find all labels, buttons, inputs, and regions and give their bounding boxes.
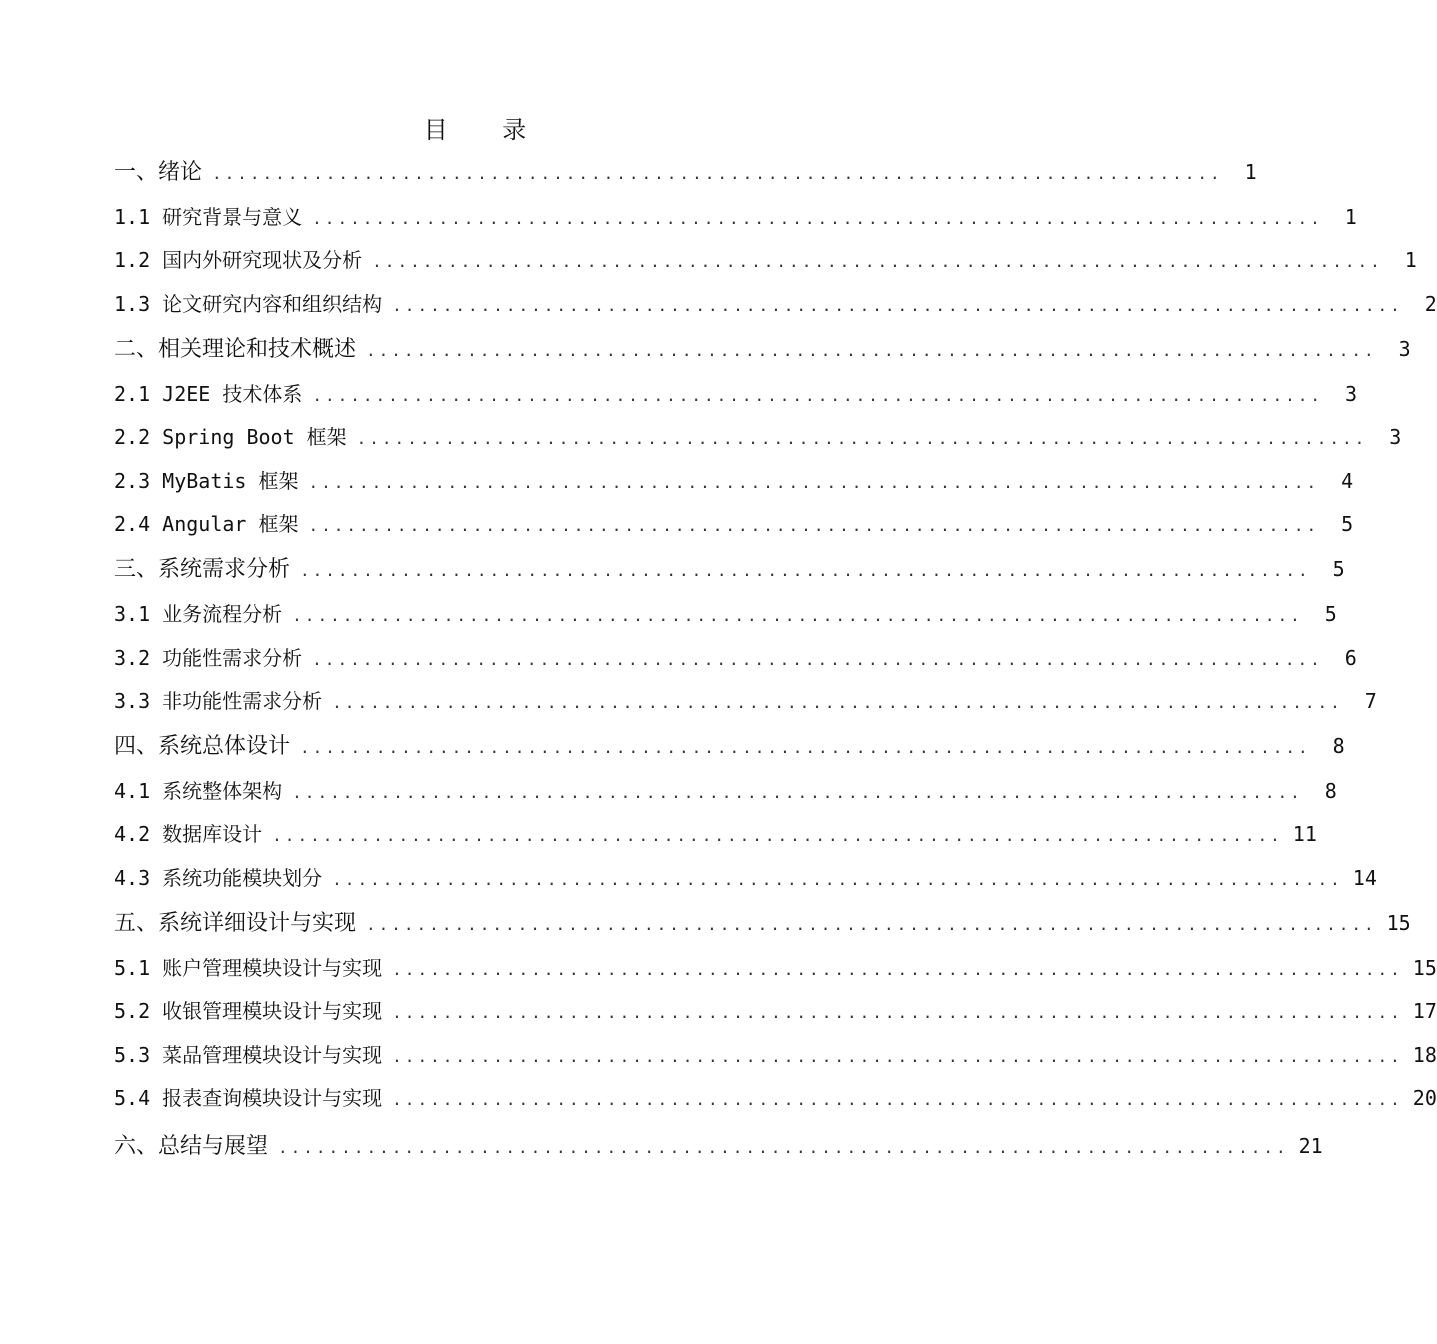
toc-entry-label: 4.1 系统整体架构 [114, 779, 283, 803]
toc-entry-label: 1.3 论文研究内容和组织结构 [114, 292, 383, 316]
toc-entry-page: 18 [1412, 1043, 1437, 1067]
toc-entry-page: 3 [1344, 382, 1357, 406]
toc-entry-label: 2.2 Spring Boot 框架 [114, 425, 347, 449]
toc-entry[interactable] [114, 327, 1411, 371]
toc-entry[interactable] [114, 1033, 1437, 1077]
toc-leader-dots: ................................................................................ [292, 606, 1303, 625]
toc-leader-dots: ................................................................................ [366, 341, 1377, 360]
toc-entry-page: 3 [1389, 425, 1402, 449]
toc-entry-page: 15 [1386, 911, 1411, 935]
toc-entry-label: 一、绪论 [114, 160, 203, 185]
toc-entry-page: 1 [1404, 248, 1417, 272]
toc-leader-dots: ................................................................................ [292, 783, 1303, 802]
toc-entry-page: 14 [1352, 866, 1377, 890]
toc-leader-dots: ................................................................................ [312, 386, 1323, 405]
toc-entry-page: 3 [1398, 337, 1411, 361]
toc-leader-dots: ................................................................................ [392, 296, 1403, 315]
toc-leader-dots: ................................................................................ [308, 516, 1320, 535]
toc-entry-page: 5 [1324, 602, 1337, 626]
toc-entry-page: 2 [1424, 292, 1437, 316]
toc-entry-label: 5.1 账户管理模块设计与实现 [114, 956, 383, 980]
toc-entry-label: 1.2 国内外研究现状及分析 [114, 248, 363, 272]
toc-entry[interactable] [114, 769, 1337, 813]
toc-entry[interactable] [114, 946, 1437, 990]
toc-entry-label: 5.2 收银管理模块设计与实现 [114, 999, 383, 1023]
toc-leader-dots: ................................................................................ [372, 252, 1383, 271]
toc-entry[interactable] [114, 195, 1357, 239]
toc-entry-label: 六、总结与展望 [114, 1134, 269, 1159]
toc-leader-dots: ................................................................................ [356, 429, 1368, 448]
toc-entry-label: 5.3 菜品管理模块设计与实现 [114, 1043, 383, 1067]
toc-leader-dots: ................................................................................ [300, 738, 1311, 757]
toc-leader-dots: ................................................................................ [332, 870, 1343, 889]
toc-entry[interactable] [114, 989, 1437, 1033]
toc-entry[interactable] [114, 547, 1345, 591]
toc-entry[interactable] [114, 856, 1377, 900]
toc-entry-label: 3.3 非功能性需求分析 [114, 689, 323, 713]
toc-entry-page: 5 [1332, 557, 1345, 581]
toc-entry[interactable] [114, 724, 1345, 768]
toc-entry[interactable] [114, 415, 1402, 459]
toc-entry-page: 21 [1298, 1134, 1323, 1158]
toc-entry-page: 4 [1341, 469, 1354, 493]
toc-entry[interactable] [114, 502, 1354, 546]
toc-entry-label: 1.1 研究背景与意义 [114, 205, 303, 229]
toc-leader-dots: ................................................................................ [312, 650, 1323, 669]
toc-entry[interactable] [114, 1124, 1323, 1168]
toc-entry-page: 8 [1324, 779, 1337, 803]
toc-entry-page: 7 [1364, 689, 1377, 713]
toc-entry-label: 3.2 功能性需求分析 [114, 646, 303, 670]
toc-leader-dots: ................................................................................ [392, 1090, 1403, 1109]
toc-title: 目 录 [423, 116, 547, 144]
toc-entry-page: 15 [1412, 956, 1437, 980]
toc-leader-dots: ................................................................................ [392, 1003, 1403, 1022]
toc-entry[interactable] [114, 636, 1357, 680]
toc-entry-label: 三、系统需求分析 [114, 557, 291, 582]
toc-entry[interactable] [114, 372, 1357, 416]
toc-entry-page: 17 [1412, 999, 1437, 1023]
toc-entry-label: 2.4 Angular 框架 [114, 512, 299, 536]
toc-entry-page: 8 [1332, 734, 1345, 758]
toc-leader-dots: ................................................................................ [366, 915, 1377, 934]
toc-entry[interactable] [114, 592, 1337, 636]
toc-entry-label: 3.1 业务流程分析 [114, 602, 283, 626]
toc-entry-label: 4.3 系统功能模块划分 [114, 866, 323, 890]
toc-entry[interactable] [114, 282, 1437, 326]
toc-entry-label: 4.2 数据库设计 [114, 822, 263, 846]
toc-entry-label: 二、相关理论和技术概述 [114, 337, 357, 362]
toc-entry-page: 11 [1292, 822, 1317, 846]
toc-entry-page: 5 [1341, 512, 1354, 536]
toc-leader-dots: ................................................................................ [272, 826, 1283, 845]
toc-entry-label: 2.1 J2EE 技术体系 [114, 382, 303, 406]
toc-leader-dots: ................................................................................ [312, 209, 1323, 228]
toc-entry-page: 6 [1344, 646, 1357, 670]
toc-leader-dots: ................................................................................ [278, 1138, 1289, 1157]
toc-entry[interactable] [114, 679, 1377, 723]
toc-entry-label: 五、系统详细设计与实现 [114, 911, 357, 936]
toc-leader-dots: ................................................................................ [212, 164, 1223, 183]
toc-entry[interactable] [114, 901, 1411, 945]
toc-entry-page: 1 [1344, 205, 1357, 229]
toc-entry[interactable] [114, 238, 1417, 282]
toc-leader-dots: ................................................................................ [308, 473, 1320, 492]
toc-entry[interactable] [114, 1076, 1437, 1120]
toc-entry[interactable] [114, 812, 1317, 856]
toc-entry-page: 20 [1412, 1086, 1437, 1110]
toc-entry-label: 四、系统总体设计 [114, 734, 291, 759]
toc-entry-page: 1 [1244, 160, 1257, 184]
toc-entry-label: 2.3 MyBatis 框架 [114, 469, 299, 493]
toc-leader-dots: ................................................................................ [392, 960, 1403, 979]
toc-entry[interactable] [114, 150, 1257, 194]
toc-leader-dots: ................................................................................ [392, 1047, 1403, 1066]
toc-entry-label: 5.4 报表查询模块设计与实现 [114, 1086, 383, 1110]
toc-leader-dots: ................................................................................ [300, 561, 1311, 580]
toc-leader-dots: ................................................................................ [332, 693, 1343, 712]
toc-entry[interactable] [114, 459, 1354, 503]
